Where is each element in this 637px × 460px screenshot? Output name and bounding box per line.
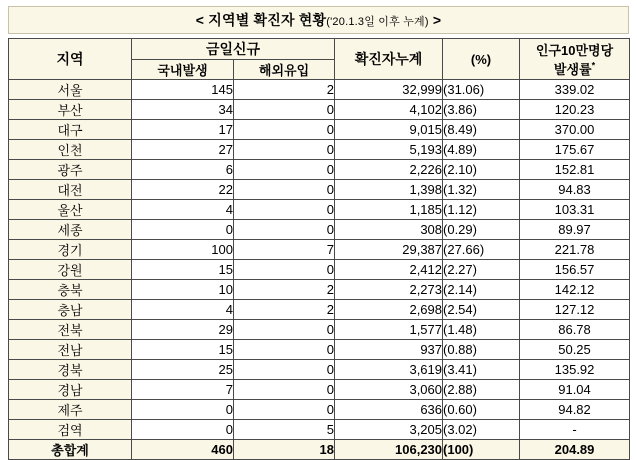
table-row bbox=[9, 420, 630, 440]
cell-rate: 50.25 bbox=[520, 340, 630, 360]
cell-imported-total: 18 bbox=[234, 440, 335, 460]
cell-rate: 156.57 bbox=[520, 260, 630, 280]
table-row bbox=[9, 160, 630, 180]
cell-cumulative: 3,205 bbox=[335, 420, 443, 440]
cell-imported: 0 bbox=[234, 200, 335, 220]
cell-percent: (2.10) bbox=[443, 160, 520, 180]
cell-imported: 0 bbox=[234, 260, 335, 280]
cell-region: 충남 bbox=[9, 300, 132, 320]
cell-percent: (2.14) bbox=[443, 280, 520, 300]
cell-percent: (0.88) bbox=[443, 340, 520, 360]
cell-imported: 2 bbox=[234, 280, 335, 300]
cell-cumulative: 2,273 bbox=[335, 280, 443, 300]
cell-rate: 370.00 bbox=[520, 120, 630, 140]
title-main: 지역별 확진자 현황 bbox=[208, 12, 327, 28]
cell-percent-total: (100) bbox=[443, 440, 520, 460]
cell-percent: (1.48) bbox=[443, 320, 520, 340]
cell-cumulative: 3,060 bbox=[335, 380, 443, 400]
cell-domestic: 0 bbox=[132, 400, 234, 420]
table-header bbox=[9, 39, 630, 80]
table-row bbox=[9, 180, 630, 200]
table-row bbox=[9, 280, 630, 300]
cell-domestic: 4 bbox=[132, 200, 234, 220]
cell-percent: (1.12) bbox=[443, 200, 520, 220]
cell-region: 세종 bbox=[9, 220, 132, 240]
table-total-row bbox=[9, 440, 630, 460]
table-row bbox=[9, 120, 630, 140]
cell-cumulative: 1,577 bbox=[335, 320, 443, 340]
cell-region: 서울 bbox=[9, 80, 132, 100]
cell-imported: 0 bbox=[234, 340, 335, 360]
cell-region: 울산 bbox=[9, 200, 132, 220]
cell-cumulative: 5,193 bbox=[335, 140, 443, 160]
cell-rate-total: 204.89 bbox=[520, 440, 630, 460]
cell-rate: 142.12 bbox=[520, 280, 630, 300]
header-cumulative: 확진자누계 bbox=[335, 39, 443, 80]
cell-region: 광주 bbox=[9, 160, 132, 180]
header-region: 지역 bbox=[9, 39, 132, 80]
cell-domestic: 34 bbox=[132, 100, 234, 120]
cell-domestic: 4 bbox=[132, 300, 234, 320]
cell-percent: (1.32) bbox=[443, 180, 520, 200]
cell-imported: 0 bbox=[234, 160, 335, 180]
cell-rate: 221.78 bbox=[520, 240, 630, 260]
cell-imported: 0 bbox=[234, 400, 335, 420]
cell-imported: 0 bbox=[234, 180, 335, 200]
header-rate-line1: 인구10만명당 bbox=[535, 43, 614, 58]
cell-region: 강원 bbox=[9, 260, 132, 280]
cell-percent: (3.02) bbox=[443, 420, 520, 440]
cell-percent: (2.27) bbox=[443, 260, 520, 280]
cell-imported: 7 bbox=[234, 240, 335, 260]
cell-domestic: 27 bbox=[132, 140, 234, 160]
cell-cumulative: 3,619 bbox=[335, 360, 443, 380]
page-title bbox=[196, 10, 441, 30]
cell-percent: (31.06) bbox=[443, 80, 520, 100]
table-row bbox=[9, 320, 630, 340]
cell-rate: 94.83 bbox=[520, 180, 630, 200]
table-row bbox=[9, 400, 630, 420]
table-row bbox=[9, 80, 630, 100]
cell-rate: 152.81 bbox=[520, 160, 630, 180]
cell-percent: (3.41) bbox=[443, 360, 520, 380]
cell-cumulative: 32,999 bbox=[335, 80, 443, 100]
table-row bbox=[9, 260, 630, 280]
cell-cumulative: 4,102 bbox=[335, 100, 443, 120]
table-row bbox=[9, 300, 630, 320]
regional-cases-table bbox=[8, 38, 630, 460]
cell-imported: 0 bbox=[234, 100, 335, 120]
cell-cumulative-total: 106,230 bbox=[335, 440, 443, 460]
table-row bbox=[9, 140, 630, 160]
cell-cumulative: 29,387 bbox=[335, 240, 443, 260]
table-row bbox=[9, 340, 630, 360]
cell-region: 경남 bbox=[9, 380, 132, 400]
cell-region: 인천 bbox=[9, 140, 132, 160]
cell-cumulative: 1,185 bbox=[335, 200, 443, 220]
table-body bbox=[9, 80, 630, 460]
cell-imported: 2 bbox=[234, 300, 335, 320]
cell-region: 경기 bbox=[9, 240, 132, 260]
header-rate-mark: * bbox=[591, 60, 596, 71]
cell-cumulative: 937 bbox=[335, 340, 443, 360]
cell-imported: 0 bbox=[234, 120, 335, 140]
cell-cumulative: 636 bbox=[335, 400, 443, 420]
cell-domestic: 100 bbox=[132, 240, 234, 260]
cell-domestic: 15 bbox=[132, 260, 234, 280]
cell-rate: 120.23 bbox=[520, 100, 630, 120]
header-row-1 bbox=[9, 39, 630, 60]
cell-domestic: 17 bbox=[132, 120, 234, 140]
table-row bbox=[9, 380, 630, 400]
header-imported: 해외유입 bbox=[234, 60, 335, 80]
cell-region: 제주 bbox=[9, 400, 132, 420]
cell-cumulative: 9,015 bbox=[335, 120, 443, 140]
header-rate-line2-wrap bbox=[520, 59, 629, 78]
cell-cumulative: 2,412 bbox=[335, 260, 443, 280]
cell-domestic: 29 bbox=[132, 320, 234, 340]
cell-domestic: 7 bbox=[132, 380, 234, 400]
title-prefix: < bbox=[195, 12, 205, 28]
cell-rate: 89.97 bbox=[520, 220, 630, 240]
cell-percent: (3.86) bbox=[443, 100, 520, 120]
cell-imported: 2 bbox=[234, 80, 335, 100]
cell-domestic: 145 bbox=[132, 80, 234, 100]
cell-imported: 0 bbox=[234, 140, 335, 160]
cell-rate: 127.12 bbox=[520, 300, 630, 320]
table-row bbox=[9, 100, 630, 120]
cell-region: 검역 bbox=[9, 420, 132, 440]
cell-domestic: 6 bbox=[132, 160, 234, 180]
cell-domestic: 25 bbox=[132, 360, 234, 380]
cell-percent: (0.29) bbox=[443, 220, 520, 240]
cell-cumulative: 2,226 bbox=[335, 160, 443, 180]
cell-imported: 0 bbox=[234, 320, 335, 340]
cell-percent: (2.88) bbox=[443, 380, 520, 400]
cell-rate: 91.04 bbox=[520, 380, 630, 400]
cell-imported: 0 bbox=[234, 380, 335, 400]
cell-imported: 0 bbox=[234, 360, 335, 380]
cell-percent: (4.89) bbox=[443, 140, 520, 160]
page-title-bar bbox=[8, 6, 629, 34]
cell-rate: 103.31 bbox=[520, 200, 630, 220]
cell-region: 대구 bbox=[9, 120, 132, 140]
cell-imported: 0 bbox=[234, 220, 335, 240]
header-rate-line2: 발생률 bbox=[553, 62, 592, 77]
cell-cumulative: 1,398 bbox=[335, 180, 443, 200]
cell-region: 부산 bbox=[9, 100, 132, 120]
cell-imported: 5 bbox=[234, 420, 335, 440]
header-percent: (%) bbox=[443, 39, 520, 80]
cell-rate: 135.92 bbox=[520, 360, 630, 380]
cell-domestic: 22 bbox=[132, 180, 234, 200]
title-suffix: > bbox=[432, 12, 442, 28]
cell-domestic: 10 bbox=[132, 280, 234, 300]
cell-domestic: 15 bbox=[132, 340, 234, 360]
cell-rate: - bbox=[520, 420, 630, 440]
cell-percent: (0.60) bbox=[443, 400, 520, 420]
header-rate bbox=[520, 39, 630, 80]
cell-domestic: 0 bbox=[132, 420, 234, 440]
cell-rate: 339.02 bbox=[520, 80, 630, 100]
cell-domestic: 0 bbox=[132, 220, 234, 240]
header-daily-new: 금일신규 bbox=[132, 39, 335, 60]
cell-percent: (8.49) bbox=[443, 120, 520, 140]
cell-region: 전남 bbox=[9, 340, 132, 360]
cell-region-total: 총합계 bbox=[9, 440, 132, 460]
title-sub: ('20.1.3일 이후 누계) bbox=[326, 16, 429, 28]
cell-region: 경북 bbox=[9, 360, 132, 380]
cell-rate: 94.82 bbox=[520, 400, 630, 420]
cell-domestic-total: 460 bbox=[132, 440, 234, 460]
cell-cumulative: 2,698 bbox=[335, 300, 443, 320]
cell-percent: (27.66) bbox=[443, 240, 520, 260]
cell-rate: 175.67 bbox=[520, 140, 630, 160]
table-row bbox=[9, 240, 630, 260]
table-row bbox=[9, 220, 630, 240]
header-domestic: 국내발생 bbox=[132, 60, 234, 80]
table-row bbox=[9, 360, 630, 380]
cell-rate: 86.78 bbox=[520, 320, 630, 340]
cell-percent: (2.54) bbox=[443, 300, 520, 320]
cell-cumulative: 308 bbox=[335, 220, 443, 240]
cell-region: 충북 bbox=[9, 280, 132, 300]
cell-region: 대전 bbox=[9, 180, 132, 200]
table-row bbox=[9, 200, 630, 220]
cell-region: 전북 bbox=[9, 320, 132, 340]
